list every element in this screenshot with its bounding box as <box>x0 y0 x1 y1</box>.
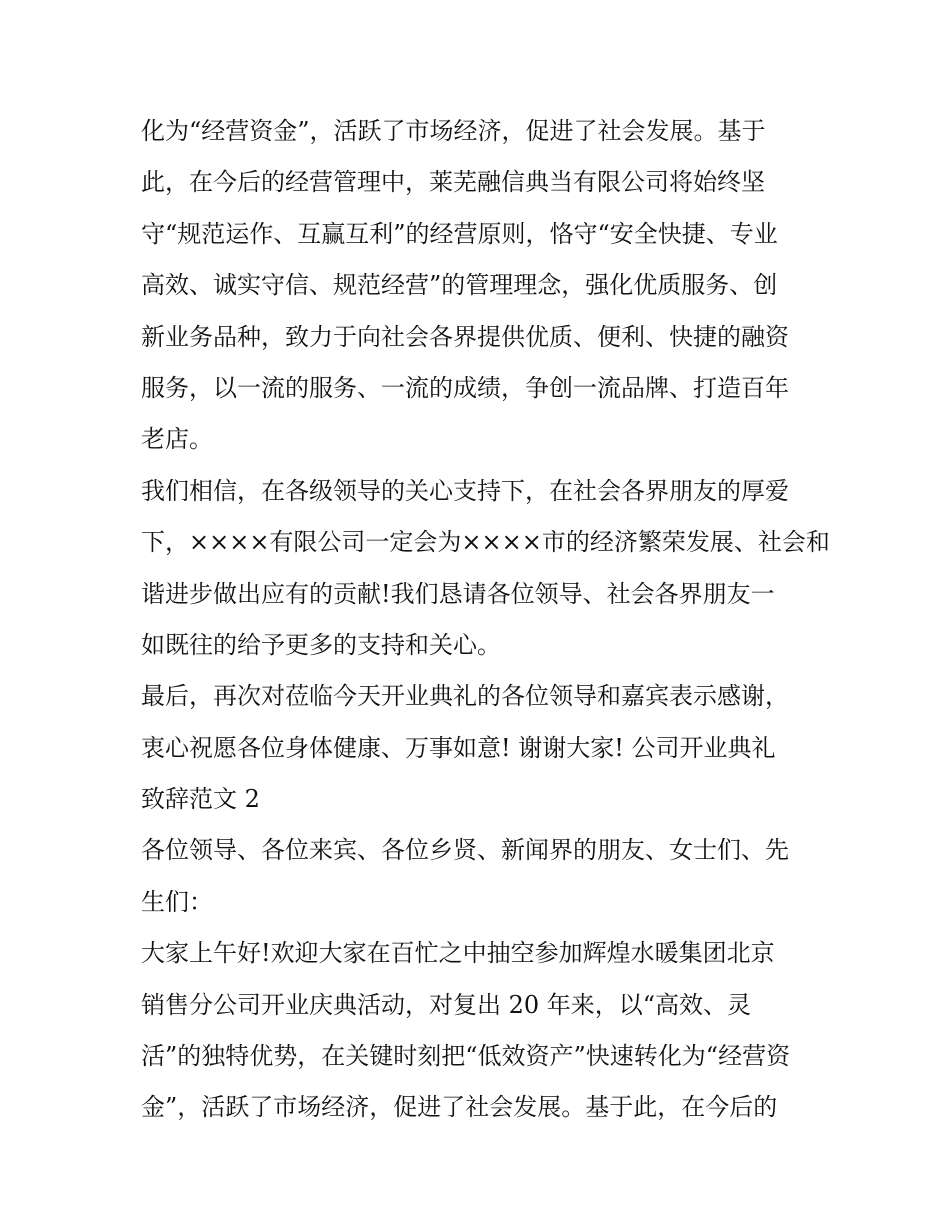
section-heading: 致辞范文 2 <box>141 785 260 814</box>
document-body <box>141 106 831 1134</box>
text-line: 高效、诚实守信、规范经营”的管理理念，强化优质服务、创 <box>141 271 778 300</box>
text-line: 新业务品种，致力于向社会各界提供优质、便利、快捷的融资 <box>141 322 789 351</box>
text-line: 如既往的给予更多的支持和关心。 <box>141 630 501 659</box>
text-line: 我们相信，在各级领导的关心支持下，在社会各界朋友的厚爱 <box>141 476 789 505</box>
text-line: 生们： <box>141 887 213 916</box>
text-line: 服务，以一流的服务、一流的成绩，争创一流品牌、打造百年 <box>141 373 789 402</box>
text-line: 各位领导、各位来宾、各位乡贤、新闻界的朋友、女士们、先 <box>141 836 789 865</box>
text-line: 老店。 <box>141 425 213 454</box>
text-line: 金”，活跃了市场经济，促进了社会发展。基于此，在今后的 <box>141 1093 778 1122</box>
text-line: 销售分公司开业庆典活动，对复出 20 年来，以“高效、灵 <box>141 990 752 1019</box>
text-line: 化为“经营资金”，活跃了市场经济，促进了社会发展。基于 <box>141 117 766 145</box>
text-line: 此，在今后的经营管理中，莱芜融信典当有限公司将始终坚 <box>141 168 765 197</box>
text-line: 大家上午好!欢迎大家在百忙之中抽空参加辉煌水暖集团北京 <box>141 939 775 968</box>
text-line: 活”的独特优势，在关键时刻把“低效资产”快速转化为“经营资 <box>141 1042 791 1071</box>
text-line: 最后，再次对莅临今天开业典礼的各位领导和嘉宾表示感谢， <box>141 682 789 711</box>
text-line: 衷心祝愿各位身体健康、万事如意! 谢谢大家! 公司开业典礼 <box>141 733 776 762</box>
text-line: 守“规范运作、互赢互利”的经营原则，恪守“安全快捷、专业 <box>141 219 778 248</box>
text-line: 谐进步做出应有的贡献!我们恳请各位领导、社会各界朋友一 <box>141 579 775 608</box>
text-line: 下，××××有限公司一定会为××××市的经济繁荣发展、社会和 <box>141 528 830 557</box>
